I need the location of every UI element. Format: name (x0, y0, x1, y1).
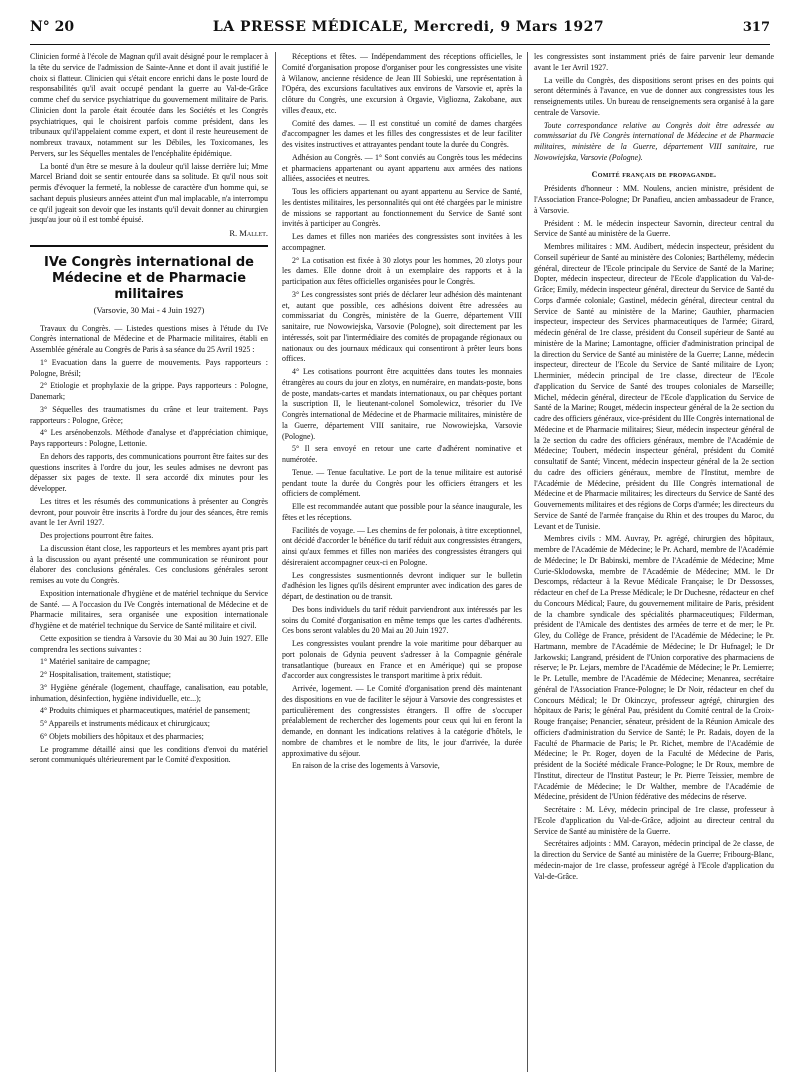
body-paragraph: 4° Les cotisations pourront être acquittées dans toutes les monnaies étrangères au cours du jour en zlotys, en numéraire, en mandats-poste, bons de poste, mandats-cartes et mandats internationaux, ou par chèques portant la suscription II, le lieutenant-colonel Somolewicz, trésorier du IVe Congrès international de Médecine et de Pharmacie militaires, ministère de la Guerre, département VIII sanitaire, rue Nowowiejska, Varsovie (Pologne). (282, 367, 522, 441)
body-paragraph: Cette exposition se tiendra à Varsovie du 30 Mai au 30 Juin 1927. Elle comprendra les sections suivantes : (30, 633, 268, 654)
question-item: 3° Séquelles des traumatismes du crâne et leur traitement. Pays rapporteurs : Pologne, Grèce; (30, 404, 268, 425)
page-header (30, 10, 770, 45)
exposition-paragraph: Exposition internationale d'hygiène et de matériel technique du Service de Santé. — A l'occasion du IVe Congrès international de Médecine et de Pharmacie militaires, sera organisée une exposition internationale d'hygiène et de matériel technique du Service de Santé militaire et civil. (30, 588, 268, 630)
body-paragraph: Des bons individuels du tarif réduit parviendront aux intéressés par les soins du Comité d'organisation en même temps que les cartes d'adhérents. Ces bons seront valables du 20 Mai au 20 Juin 1927. (282, 604, 522, 636)
column-divider-2 (527, 52, 528, 1072)
military-members: Membres militaires : MM. Audibert, médecin inspecteur, président du Conseil supérieur de Santé au ministère des Colonies; Barthélemy, médecin général, directeur de l'Ecole principale du Service de Santé de la Marine; Dopter, médecin inspecteur, directeur de l'Ecole d'application du Val-de-Grâce; Emily, médecin inspecteur général, directeur du Service de Santé du Corps d'armée coloniale; Gastinel, médecin général, directeur central du Service de Santé au ministère de la Marine; Gauthier, pharmacien inspecteur, inspecteur des Services pharmaceutiques de l'armée; Girard, médecin général de 1re classe, président du Conseil supérieur de Santé au ministère de la Marine; Lamontagne, officier d'administration principal de la direction du Service de Santé au ministère de la Guerre; Lanne, médecin inspecteur, directeur de l'Ecole du Service de Santé militaire de Lyon; Lherminier, médecin principal de 1re classe, directeur de l'Ecole d'application du Service de Santé des troupes coloniales de Marseille; Michel, médecin général, directeur de l'Ecole d'application du Service de Santé de la Marine; Rouget, médecin inspecteur général de la 2e section du cadre des officiers généraux, vice-président du IIIe Congrès international de Médecine et de Pharmacie militaires; Sieur, médecin inspecteur général de la 2e section du cadre des officiers généraux, membre de l'Académie de Médecine; Toubert, médecin inspecteur général, président du Comité consultatif de Santé; Vincent, médecin inspecteur général de la 2e section du cadre des officiers généraux, membre de l'Institut, membre de l'Académie de Médecine, président du IIIe Congrès international de Médecine et de Pharmacie militaires; les directeurs du Service de Santé des Gouvernements militaires et des régions de Corps d'armée; les directeurs du Service de Santé de l'armée française du Rhin et des troupes du Maroc, du Levant et de Tunisie. (534, 242, 774, 531)
page-number: 317 (742, 19, 770, 35)
journal-title: LA PRESSE MÉDICALE, Mercredi, 9 Mars 1927 (212, 19, 605, 35)
column-3 (534, 52, 774, 884)
section-item: 6° Objets mobiliers des hôpitaux et des pharmacies; (40, 731, 204, 741)
column-2 (282, 52, 522, 774)
civil-members: Membres civils : MM. Auvray, Pr. agrégé, chirurgien des hôpitaux, membre de l'Académie de Médecine; le Pr. Achard, membre de l'Académie de Médecine; le Dr Babinski, membre de l'Académie de Médecine; Mme Curie-Sklodowska, membre de l'Académie de Médecine; MM. le Dr Descomps, rédacteur à la Revue Médicale Française; le Dr Dessosses, rédacteur en chef de La Presse Médicale; le Dr Duchesne, rédacteur en chef du Concours Médical; Faure, du gouvernement militaire de Paris, président de la chambre syndicale des spécialités pharmaceutiques; Filderman, président de l'Amicale des dentistes des armées de terre et de mer; le Pr. Gley, du Collège de France, président de l'Académie de Médecine; le Pr. Hartmann, membre de l'Académie de Médecine; le Dr Hufnagel; le Dr Jarkowski; Langrand, président de l'Union corporative des pharmaciens de réserve; le Pr. Lejars, membre de l'Académie de Médecine; le Pr. Lemierre; le Pr. Letulle, membre de l'Académie de Médecine; Menanrea, secrétaire général de l'Association France-Pologne; le Dr Noir, rédacteur en chef du Concours Médical; le Dr Okinczyc, professeur agrégé, chirurgien des hôpitaux de Paris; le général Pau, président du Comité central de la Croix-Rouge française; Penancier, sénateur, président de la Réunion Amicale des officiers d'administration du Service de Santé; le Pr. Radais, doyen de la Faculté de Pharmacie de Paris; le Pr. Richet, membre de l'Académie de Médecine; le Pr. Roger, doyen de la Faculté de Médecine de Paris, président de la Société médicale France-Pologne; le Dr Roux, membre de l'Institut, directeur de l'Institut Pasteur; le Pr. Pierre Teissier, membre de l'Académie de Médecine; le Dr Walther, membre de l'Académie de Médecine, président de l'Union fédérative des médecins de réserve. (534, 534, 774, 802)
body-paragraph: 3° Les congressistes sont priés de déclarer leur adhésion dès maintenant et, autant que possible, ces adhésions doivent être adressées au commissariat du Congrès, ministère de la Guerre, département VIII sanitaire, rue Nowowiejska, Varsovie (Pologne), soit directement par les intéressés, soit par l'intermédiaire des comités de propagande régionaux ou nationaux ou des journaux médicaux qui consentiront à prêter leurs bons offices. (282, 289, 522, 364)
column-1 (30, 52, 268, 768)
column-divider-1 (275, 52, 276, 1072)
president-entry: Président : M. le médecin inspecteur Savornin, directeur central du Service de Santé au ministère de la Guerre. (534, 218, 774, 239)
body-paragraph: Les titres et les résumés des communications à présenter au Congrès devront, pour pouvoir être inscrits à l'ordre du jour des séances, être remis avant le 1er Avril 1927. (30, 496, 268, 528)
travaux-paragraph: Travaux du Congrès. — Listedes questions mises à l'étude du IVe Congrès international de Médecine et de Pharmacie militaires, établi en Assemblée générale au Congrès de Paris à sa séance du 25 Avril 1925 : (30, 323, 268, 354)
obituary-paragraph-2: La bonté d'un être se mesure à la douleur qu'il laisse derrière lui; Mme Marcel Briand doit se sentir entourée dans sa solitude. Et qu'il nous soit permis d'évoquer la fermeté, la noblesse de caractère d'un homme qui, se sachant depuis plusieurs années atteint d'un mal implacable, n'a interrompu ce qu'il jugeait son devoir que les instants qu'il devait donner au chirurgien jusqu'au jour où il est tombé épuisé. (30, 161, 268, 225)
body-paragraph: En raison de la crise des logements à Varsovie, (292, 761, 440, 771)
body-paragraph: Des projections pourront être faites. (40, 531, 154, 540)
section-item: 5° Appareils et instruments médicaux et chirurgicaux; (40, 719, 210, 728)
body-paragraph: Les congressistes susmentionnés devront indiquer sur le bulletin d'adhésion les lignes qu'ils désirent emprunter avec indication des gares de départ, de destination ou de transit. (282, 570, 522, 601)
obituary-paragraph-1: Clinicien formé à l'école de Magnan qu'il avait désigné pour le remplacer à la tête du service de l'admission de Sainte-Anne et dont il avait justifié le choix si flatteur. Clinicien qui s'était encore enrichi dans le poste lourd de responsabilités qu'il avait occupé pendant la guerre au Val-de-Grâce comme chef du service psychiatrique du gouvernement militaire de Paris. Clinicien dont la parole était écoutée dans les Sociétés et les Congrès psychiatriques, qui le choisirent parfois comme président, dans les tribunaux qu'il'appelaient comme expert, et dont il reste heureusement de nombreux travaux, notamment sur les Débiles, les Toxicomanes, les Pervers, sur les Séquelles mentales de l'encéphalite épidémique. (30, 52, 268, 158)
section-item: 4° Produits chimiques et pharmaceutiques, matériel de pansement; (40, 706, 251, 716)
tenue-paragraph: Tenue. — Tenue facultative. Le port de la tenue militaire est autorisé pendant toute la durée du Congrès pour les officiers étrangers et les officiers de complément. (282, 467, 522, 499)
body-paragraph: En dehors des rapports, des communications pourront être faites sur des questions inscrites à l'ordre du jour, les seules admises ne devront pas dépasser six pages de texte. Il sera accordé dix minutes pour les développer. (30, 451, 268, 493)
congress-heading: IVe Congrès international de Médecine et de Pharmacie militaires (44, 254, 254, 302)
section-divider (30, 245, 268, 247)
body-paragraph: Les congressistes voulant prendre la voie maritime pour débarquer au port polonais de Gdynia peuvent s'adresser à la Compagnie générale transatlantique (bureaux en France et en Amérique) qui se propose d'accorder aux congressistes le transport maritime à prix réduit. (282, 639, 522, 681)
section-item: 1° Matériel sanitaire de campagne; (40, 657, 151, 667)
body-paragraph: 5° Il sera envoyé en retour une carte d'adhérent nominative et numérotée. (282, 444, 522, 464)
obituary-signature: R. Mallet. (229, 228, 268, 238)
body-paragraph: Elle est recommandée autant que possible pour la séance inaugurale, les fêtes et les réceptions. (282, 502, 522, 522)
receptions-paragraph: Réceptions et fêtes. — Indépendamment des réceptions officielles, le Comité d'organisation propose d'organiser pour les congressistes une visite à Wilanow, ancienne résidence de Jean III Sobieski, une représentation à l'Opéra, des excursions facultatives aux environs de Varsovie et, après la clôture du Congrès, une excursion à Orgavie, Vigliozna, Zakobane, aux villes d'eaux, etc. (282, 52, 522, 115)
body-paragraph: La discussion étant close, les rapporteurs et les membres ayant pris part à la discussion ou ayant présenté une communication se réuniront pour élaborer des conclusions générales. Ces conclusions générales seront remises au vote du Congrès. (30, 543, 268, 585)
dames-paragraph: Comité des dames. — Il est constitué un comité de dames chargées d'accompagner les dames et les filles des congressistes et de leur faciliter des visites instructives et attrayantes pendant toute la durée du Congrès. (282, 118, 522, 149)
voyage-paragraph: Facilités de voyage. — Les chemins de fer polonais, à titre exceptionnel, ont décidé d'accorder le bénéfice du tarif réduit aux congressistes étrangers, ainsi qu'aux femmes et filles non mariées des congressistes étrangers qui désireraient accompagner ceux-ci en Pologne. (282, 525, 522, 567)
body-paragraph: les congressistes sont instamment priés de faire parvenir leur demande avant le 1er Avril 1927. (534, 52, 774, 72)
logement-paragraph: Arrivée, logement. — Le Comité d'organisation prend dès maintenant des dispositions en vue de faciliter le séjour à Varsovie des congressistes et particulièrement des congressistes étrangers. Il offre de s'occuper préalablement de rechercher des logements pour ceux qui lui en feront la demande, en donnant les indications relatives à la catégorie d'hôtels, le nombre de chambres et le nombre de lits, le jour d'arrivée, la durée approximative du séjour. (282, 684, 522, 758)
congress-dates: (Varsovie, 30 Mai - 4 Juin 1927) (93, 304, 205, 315)
body-paragraph: Tous les officiers appartenant ou ayant appartenu au Service de Santé, les dentistes militaires, les personnalités qui ont été chargées par le ministre de missions se rapportant au fonctionnement du Service de Santé sont invités à participer au Congrès. (282, 187, 522, 229)
body-paragraph: La veille du Congrès, des dispositions seront prises en des points qui seront déterminés à l'avance, en vue de donner aux congressistes tous les renseignements utiles. Un bureau de renseignements sera organisé à la gare centrale de Varsovie. (534, 75, 774, 117)
body-paragraph: Le programme détaillé ainsi que les conditions d'envoi du matériel seront communiqués ultérieurement par le Comité d'exposition. (30, 744, 268, 765)
honorary-presidents: Présidents d'honneur : MM. Noulens, ancien ministre, président de l'Association France-Pologne; Dr Panafieu, ancien ambassadeur de France, à Varsovie. (534, 184, 774, 215)
body-paragraph: 2° La cotisation est fixée à 30 zlotys pour les hommes, 20 zlotys pour les dames. Elle donne droit à un exemplaire des rapports et à la participation aux fêtes officielles organisées pour le Congrès. (282, 255, 522, 286)
secretary-entry: Secrétaire : M. Lévy, médecin principal de 1re classe, professeur à l'Ecole d'application du Val-de-Grâce, adjoint au directeur central du Service de Santé au ministère de la Guerre. (534, 805, 774, 836)
body-paragraph: Les dames et filles non mariées des congressistes sont invitées à les accompagner. (282, 232, 522, 252)
issue-number: N° 20 (30, 19, 75, 35)
assistant-secretaries: Secrétaires adjoints : MM. Carayon, médecin principal de 2e classe, de la direction du Service de Santé au ministère de la Guerre; Fribourg-Blanc, médecin-major de 1re classe, professeur agrégé à l'Ecole d'application du Val-de-Grâce. (534, 839, 774, 881)
question-item: 4° Les arsénobenzols. Méthode d'analyse et d'appréciation chimique, Pays rapporteurs : Pologne, Lettonie. (30, 428, 268, 448)
question-item: 2° Etiologie et prophylaxie de la grippe. Pays rapporteurs : Pologne, Danemark; (30, 381, 268, 401)
question-item: 1° Evacuation dans la guerre de mouvements. Pays rapporteurs : Pologne, Brésil; (30, 357, 268, 378)
section-item: 2° Hospitalisation, traitement, statistique; (40, 670, 171, 679)
section-item: 3° Hygiène générale (logement, chauffage, canalisation, eau potable, inhumation, désinfection, hygiène individuelle, etc...); (30, 682, 268, 703)
comite-heading: Comité français de propagande. (591, 169, 717, 179)
adhesion-paragraph: Adhésion au Congrès. — 1° Sont conviés au Congrès tous les médecins et pharmaciens appartenant ou ayant appartenu aux armées des nations alliées, associées et neutres. (282, 152, 522, 184)
correspondence-paragraph: Toute correspondance relative au Congrès doit être adressée au commissariat du IVe Congrès international de Médecine et de Pharmacie militaires, ministère de la Guerre, département VIII sanitaire, rue Nowowiejska, Varsovie (Pologne). (534, 120, 774, 162)
